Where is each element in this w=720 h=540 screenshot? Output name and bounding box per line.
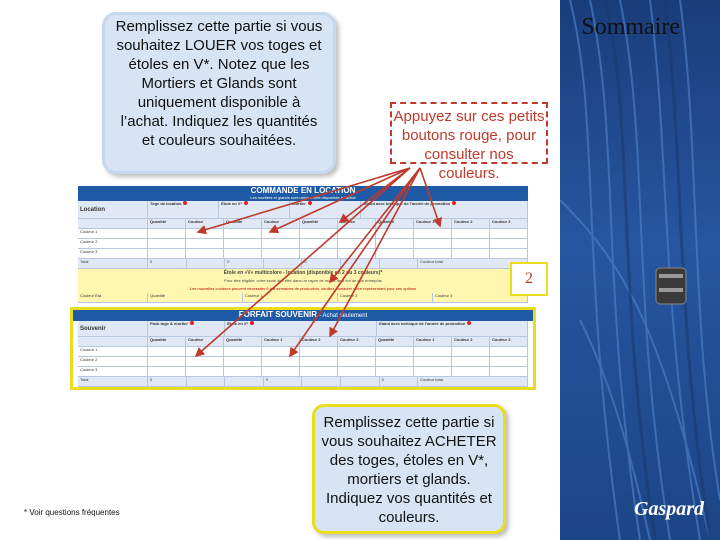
gown-color-button[interactable] xyxy=(183,201,187,205)
purchase-col: Quantité xyxy=(376,337,414,346)
rental-col: Couleur 1 xyxy=(414,219,452,228)
purchase-group-stole: Étole en V* xyxy=(225,321,376,336)
summary-link[interactable]: Sommaire xyxy=(581,14,680,40)
purchase-input[interactable] xyxy=(338,357,376,366)
purchase-input[interactable] xyxy=(452,347,490,356)
pack-color-button[interactable] xyxy=(190,321,194,325)
rental-col: Couleur xyxy=(186,219,224,228)
stole-col: Couleur 3 xyxy=(433,293,528,302)
rental-input[interactable] xyxy=(262,249,300,258)
purchase-input[interactable] xyxy=(224,357,262,366)
stole-row-label: Couleur Éta xyxy=(78,293,148,302)
rental-total: 0 xyxy=(148,259,187,268)
rental-input[interactable] xyxy=(338,249,376,258)
purchase-section-label: Souvenir xyxy=(78,321,148,336)
rental-input[interactable] xyxy=(224,239,262,248)
rental-input[interactable] xyxy=(452,239,490,248)
rental-input[interactable] xyxy=(224,229,262,238)
rental-input[interactable] xyxy=(452,249,490,258)
purchase-group-tassel: Gland avec breloque de l’année de promotion xyxy=(377,321,528,336)
stole-rental-warning: Les nouvelles couleurs peuvent nécessiter 6 à 8 semaines de production, veuillez contacter votre représentant pour ces options xyxy=(78,285,528,293)
page-number: 2 xyxy=(510,262,548,296)
cap-color-button[interactable] xyxy=(308,201,312,205)
rental-col: Couleur 2 xyxy=(452,219,490,228)
rental-input[interactable] xyxy=(186,249,224,258)
rental-col: Couleur xyxy=(262,219,300,228)
purchase-input[interactable] xyxy=(262,367,300,376)
rental-input[interactable] xyxy=(148,249,186,258)
purchase-col: Couleur 2 xyxy=(452,337,490,346)
purchase-col: Couleur 3 xyxy=(490,337,528,346)
stole-rental-note: Pour être éligible, votre école doit être dans un rayon de moins de 3 km de nos entrepôts xyxy=(78,277,528,285)
rental-input[interactable] xyxy=(338,229,376,238)
rental-input[interactable] xyxy=(186,229,224,238)
rental-group-stole: Étole en V* xyxy=(219,201,290,218)
rental-row-label: Couleur 3 xyxy=(78,249,148,258)
purchase-input[interactable] xyxy=(338,347,376,356)
purchase-stole-color-button[interactable] xyxy=(250,321,254,325)
color-buttons-hint: Appuyez sur ces petits boutons rouge, pour consulter nos couleurs. xyxy=(390,102,548,164)
rental-input[interactable] xyxy=(262,229,300,238)
rental-instruction-callout: Remplissez cette partie si vous souhaitez LOUER vos toges et étoles en V*. Notez que les Mortiers et Glands sont uniquement disponible à l’achat. Indiquez les quantités et couleurs souhaitées. xyxy=(102,12,336,174)
brand-logo: Gaspard xyxy=(634,498,705,520)
rental-input[interactable] xyxy=(414,249,452,258)
purchase-col: Couleur 2 xyxy=(300,337,338,346)
stole-rental-title: Étole en «V» multicolore - location (disponible en 2 ou 3 couleurs)* xyxy=(78,269,528,277)
purchase-input[interactable] xyxy=(186,357,224,366)
rental-group-gown: Toge de location xyxy=(148,201,219,218)
purchase-col: Couleur xyxy=(186,337,224,346)
rental-input[interactable] xyxy=(490,249,528,258)
rental-section-subtitle: Les mortiers et glands sont uniquement disponible à l’achat xyxy=(78,195,528,201)
purchase-input[interactable] xyxy=(224,347,262,356)
rental-input[interactable] xyxy=(414,239,452,248)
rental-input[interactable] xyxy=(148,239,186,248)
rental-col: Couleur 3 xyxy=(490,219,528,228)
purchase-input[interactable] xyxy=(376,357,414,366)
stole-color-button[interactable] xyxy=(244,201,248,205)
rental-input[interactable] xyxy=(452,229,490,238)
rental-input[interactable] xyxy=(338,239,376,248)
purchase-col: Couleur 3 xyxy=(338,337,376,346)
purchase-input[interactable] xyxy=(490,357,528,366)
purchase-input[interactable] xyxy=(148,367,186,376)
purchase-input[interactable] xyxy=(300,367,338,376)
stole-col: Couleur 1 xyxy=(243,293,338,302)
stole-col: Quantité xyxy=(148,293,243,302)
purchase-tassel-color-button[interactable] xyxy=(467,321,471,325)
purchase-input[interactable] xyxy=(186,347,224,356)
rental-input[interactable] xyxy=(376,249,414,258)
purchase-section-title: FORFAIT SOUVENIR xyxy=(238,310,317,319)
rental-input[interactable] xyxy=(224,249,262,258)
purchase-input[interactable] xyxy=(262,347,300,356)
rental-total: 0 xyxy=(302,259,341,268)
purchase-input[interactable] xyxy=(452,367,490,376)
purchase-input[interactable] xyxy=(300,347,338,356)
stole-col: Couleur 2 xyxy=(338,293,433,302)
rental-total: 0 xyxy=(225,259,264,268)
purchase-input[interactable] xyxy=(186,367,224,376)
purchase-section xyxy=(70,307,536,390)
rental-col: Quantité xyxy=(148,219,186,228)
rental-input[interactable] xyxy=(148,229,186,238)
purchase-instruction-callout: Remplissez cette partie si vous souhaitez ACHETER des toges, étoles en V*, mortiers et glands. Indiquez vos quantités et couleurs. xyxy=(312,404,506,534)
purchase-input[interactable] xyxy=(452,357,490,366)
rental-input[interactable] xyxy=(300,249,338,258)
purchase-input[interactable] xyxy=(148,357,186,366)
purchase-group-pack: Pack toge & mortier xyxy=(148,321,225,336)
rental-section-label: Location xyxy=(78,201,148,218)
purchase-col: Quantité xyxy=(148,337,186,346)
rental-input[interactable] xyxy=(186,239,224,248)
rental-row-label: Couleur 1 xyxy=(78,229,148,238)
rental-input[interactable] xyxy=(300,239,338,248)
purchase-total: 0 xyxy=(380,377,419,386)
purchase-col: Quantité xyxy=(224,337,262,346)
purchase-col: Couleur 1 xyxy=(262,337,300,346)
purchase-input[interactable] xyxy=(262,357,300,366)
rental-section-title: COMMANDE EN LOCATION xyxy=(78,186,528,195)
rental-col: Couleur xyxy=(338,219,376,228)
purchase-input[interactable] xyxy=(338,367,376,376)
purchase-input[interactable] xyxy=(224,367,262,376)
footnote: * Voir questions fréquentes xyxy=(24,508,120,517)
purchase-total: 0 xyxy=(264,377,303,386)
purchase-row-label: Couleur 2 xyxy=(78,357,148,366)
rental-col: Quantité xyxy=(224,219,262,228)
rental-input[interactable] xyxy=(414,229,452,238)
purchase-color-total: Couleur total xyxy=(418,377,528,386)
purchase-total-label: Total xyxy=(78,377,148,386)
purchase-row-label: Couleur 3 xyxy=(78,367,148,376)
rental-group-tassel: Gland avec breloque de l’année de promotion xyxy=(361,201,528,218)
purchase-input[interactable] xyxy=(414,347,452,356)
rental-col: Quantité xyxy=(376,219,414,228)
rental-input[interactable] xyxy=(262,239,300,248)
purchase-input[interactable] xyxy=(490,367,528,376)
rental-group-cap: Mortier xyxy=(290,201,361,218)
purchase-row-label: Couleur 1 xyxy=(78,347,148,356)
rental-input[interactable] xyxy=(376,239,414,248)
purchase-input[interactable] xyxy=(300,357,338,366)
purchase-input[interactable] xyxy=(414,357,452,366)
purchase-input[interactable] xyxy=(376,367,414,376)
purchase-col: Couleur 1 xyxy=(414,337,452,346)
rental-col: Quantité xyxy=(300,219,338,228)
purchase-input[interactable] xyxy=(490,347,528,356)
purchase-input[interactable] xyxy=(376,347,414,356)
rental-input[interactable] xyxy=(300,229,338,238)
purchase-input[interactable] xyxy=(148,347,186,356)
purchase-title-suffix: - Achat seulement xyxy=(319,313,368,319)
tassel-color-button[interactable] xyxy=(452,201,456,205)
rental-input[interactable] xyxy=(376,229,414,238)
order-form-preview xyxy=(78,186,528,400)
rental-row-label: Couleur 2 xyxy=(78,239,148,248)
rental-total-label: Total xyxy=(78,259,148,268)
rental-input[interactable] xyxy=(490,239,528,248)
purchase-input[interactable] xyxy=(414,367,452,376)
rental-color-total: Couleur total xyxy=(418,259,528,268)
purchase-total: 0 xyxy=(148,377,187,386)
tassel-photo xyxy=(560,0,720,540)
rental-input[interactable] xyxy=(490,229,528,238)
